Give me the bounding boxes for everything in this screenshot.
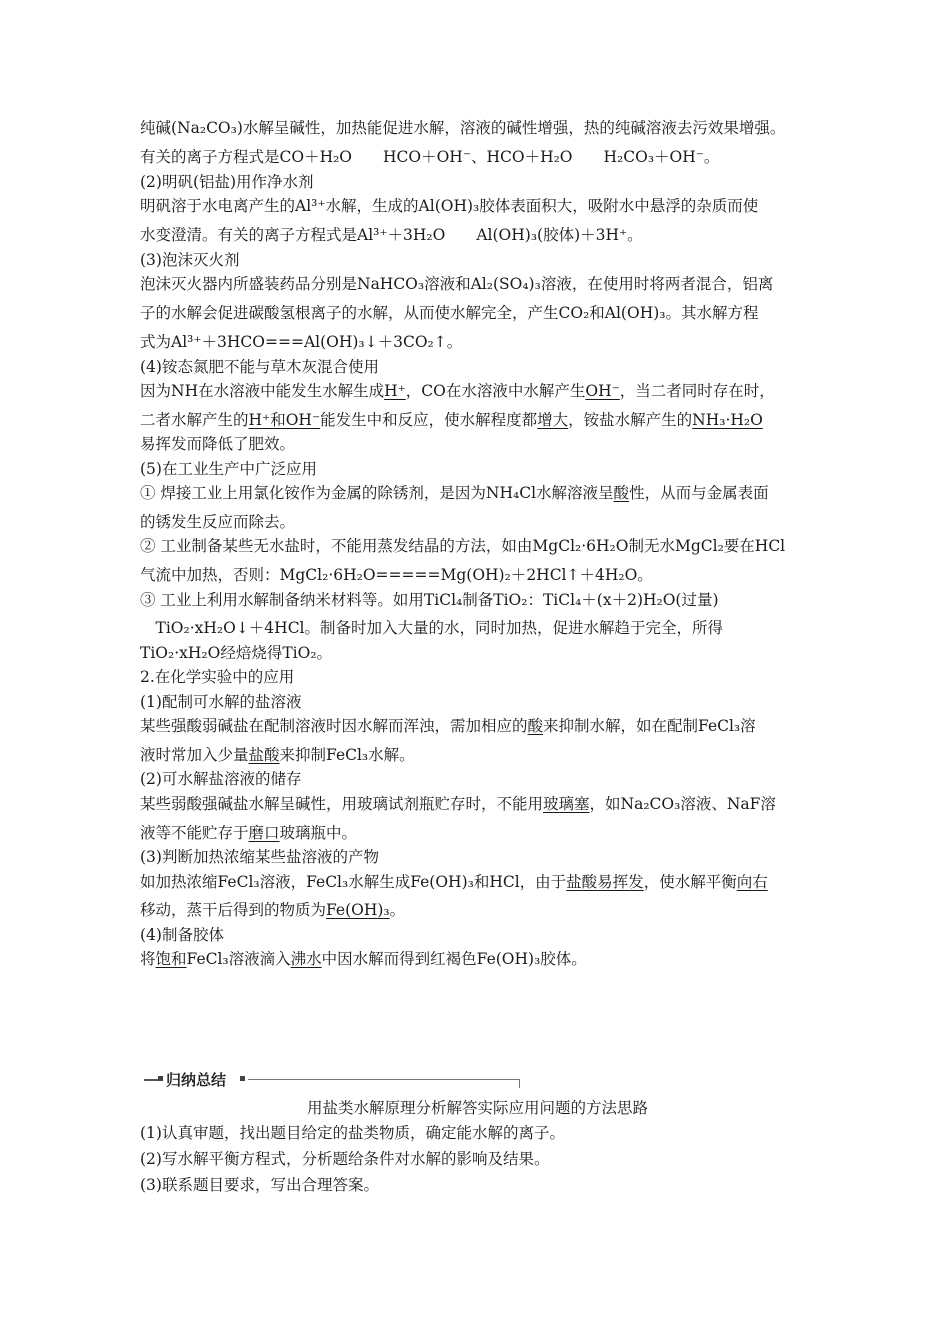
text-line: ③ 工业上利用水解制备纳米材料等。如用TiCl₄制备TiO₂：TiCl₄＋(x＋2)H₂O(过量) — [140, 591, 719, 609]
text-line: 因为NH在水溶液中能发生水解生成H⁺，CO在水溶液中水解产生OH⁻，当二者同时存在时， — [140, 382, 775, 400]
text-line: 移动，蒸干后得到的物质为Fe(OH)₃。 — [140, 901, 406, 919]
text-line: 有关的离子方程式是CO＋H₂O HCO＋OH⁻、HCO＋H₂O H₂CO₃＋OH⁻。 — [140, 148, 720, 166]
list-item: (1)认真审题，找出题目给定的盐类物质，确定能水解的离子。 — [140, 1124, 565, 1142]
section-heading: (4)铵态氮肥不能与草木灰混合使用 — [140, 358, 379, 376]
answer-blank: 酸 — [527, 717, 544, 735]
text-line: 纯碱(Na₂CO₃)水解呈碱性，加热能促进水解，溶液的碱性增强，热的纯碱溶液去污效果增强。 — [140, 119, 786, 137]
text-line: 气流中加热，否则：MgCl₂·6H₂O=====Mg(OH)₂＋2HCl↑＋4H₂O。 — [140, 566, 653, 584]
banner-square-icon — [240, 1076, 245, 1081]
answer-blank: 磨口 — [248, 824, 280, 842]
text-line: ① 焊接工业上用氯化铵作为金属的除锈剂，是因为NH₄Cl水解溶液呈酸性，从而与金属表面 — [140, 484, 769, 502]
text-line: 如加热浓缩FeCl₃溶液，FeCl₃水解生成Fe(OH)₃和HCl，由于盐酸易挥发，使水解平衡向右 — [140, 873, 768, 891]
text-line: ② 工业制备某些无水盐时，不能用蒸发结晶的方法，如由MgCl₂·6H₂O制无水MgCl₂要在HCl — [140, 537, 786, 555]
answer-blank: 向右 — [736, 873, 768, 891]
summary-label: 归纳总结 — [166, 1071, 227, 1089]
section-heading: (3)判断加热浓缩某些盐溶液的产物 — [140, 848, 379, 866]
list-item: (2)写水解平衡方程式，分析题给条件对水解的影响及结果。 — [140, 1150, 550, 1168]
banner-rule — [248, 1079, 520, 1080]
list-item: (3)联系题目要求，写出合理答案。 — [140, 1176, 379, 1194]
banner-dash — [144, 1079, 158, 1081]
text-line: 某些弱酸强碱盐水解呈碱性，用玻璃试剂瓶贮存时，不能用玻璃塞，如Na₂CO₃溶液、NaF溶 — [140, 795, 776, 813]
text-line: 水变澄清。有关的离子方程式是Al³⁺＋3H₂O Al(OH)₃(胶体)＋3H⁺。 — [140, 226, 643, 244]
section-heading: 2.在化学实验中的应用 — [140, 668, 295, 686]
answer-blank: H⁺ — [384, 382, 406, 400]
answer-blank: 盐酸易挥发 — [566, 873, 644, 891]
section-heading: (2)可水解盐溶液的储存 — [140, 770, 302, 788]
summary-banner — [140, 1071, 520, 1093]
text-line: 将饱和FeCl₃溶液滴入沸水中因水解而得到红褐色Fe(OH)₃胶体。 — [140, 950, 587, 968]
summary-heading: 用盐类水解原理分析解答实际应用问题的方法思路 — [306, 1099, 648, 1117]
answer-blank: 饱和 — [155, 950, 187, 968]
answer-blank: OH⁻ — [585, 382, 620, 400]
text-line: 易挥发而降低了肥效。 — [140, 435, 296, 453]
answer-blank: 增大 — [537, 411, 569, 429]
section-heading: (4)制备胶体 — [140, 926, 224, 944]
text-line: 泡沫灭火器内所盛装药品分别是NaHCO₃溶液和Al₂(SO₄)₃溶液，在使用时将两者混合，铝离 — [140, 275, 774, 293]
answer-blank: Fe(OH)₃ — [326, 901, 390, 919]
banner-rule-end — [519, 1079, 520, 1088]
text-line: TiO₂·xH₂O经焙烧得TiO₂。 — [140, 644, 333, 662]
text-line: TiO₂·xH₂O↓＋4HCl。制备时加入大量的水，同时加热，促进水解趋于完全，所得 — [140, 619, 724, 637]
answer-blank: H⁺和OH⁻ — [248, 411, 321, 429]
section-heading: (3)泡沫灭火剂 — [140, 251, 240, 269]
section-heading: (5)在工业生产中广泛应用 — [140, 460, 317, 478]
text-line: 某些强酸弱碱盐在配制溶液时因水解而浑浊，需加相应的酸来抑制水解，如在配制FeCl₃溶 — [140, 717, 756, 735]
text-line: 明矾溶于水电离产生的Al³⁺水解，生成的Al(OH)₃胶体表面积大，吸附水中悬浮的杂质而使 — [140, 197, 759, 215]
section-heading: (1)配制可水解的盐溶液 — [140, 693, 302, 711]
document-body — [140, 118, 815, 968]
answer-blank: 沸水 — [290, 950, 322, 968]
answer-blank: NH₃·H₂O — [692, 411, 763, 429]
text-line: 式为Al³⁺＋3HCO===Al(OH)₃↓＋3CO₂↑。 — [140, 333, 463, 351]
text-line: 二者水解产生的H⁺和OH⁻能发生中和反应，使水解程度都增大，铵盐水解产生的NH₃·H₂O — [140, 411, 763, 429]
text-line: 的锈发生反应而除去。 — [140, 513, 296, 531]
answer-blank: 酸 — [613, 484, 630, 502]
answer-blank: 盐酸 — [248, 746, 280, 764]
section-heading: (2)明矾(铝盐)用作净水剂 — [140, 173, 314, 191]
text-line: 子的水解会促进碳酸氢根离子的水解，从而使水解完全，产生CO₂和Al(OH)₃。其水解方程 — [140, 304, 759, 322]
text-line: 液等不能贮存于磨口玻璃瓶中。 — [140, 824, 358, 842]
text-line: 液时常加入少量盐酸来抑制FeCl₃水解。 — [140, 746, 415, 764]
summary-body — [140, 1096, 815, 1198]
banner-square-icon — [158, 1076, 163, 1081]
answer-blank: 玻璃塞 — [543, 795, 590, 813]
